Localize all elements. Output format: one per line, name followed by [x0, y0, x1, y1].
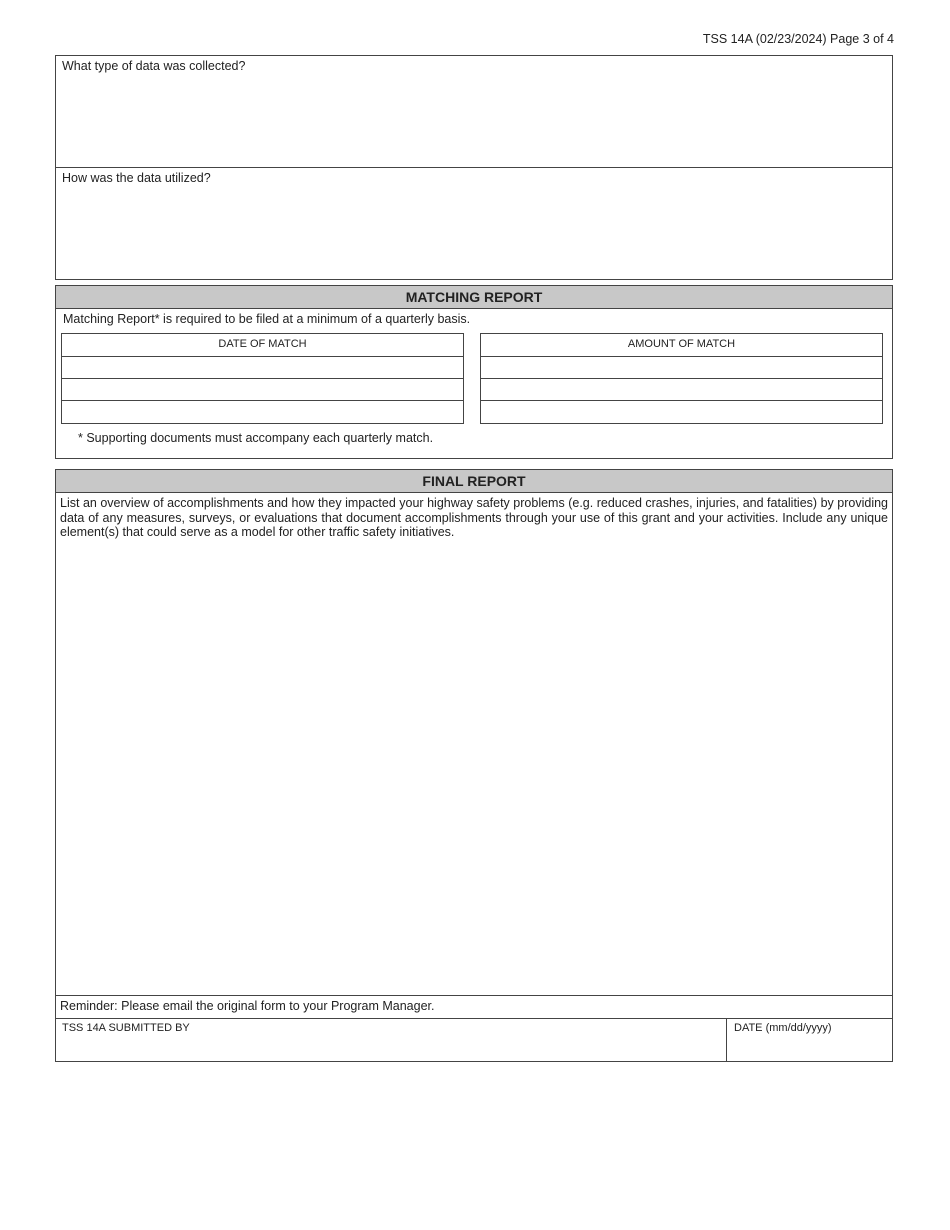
amount-of-match-header: AMOUNT OF MATCH — [481, 334, 882, 357]
signature-row — [56, 1018, 892, 1063]
date-of-match-cell[interactable] — [62, 379, 463, 401]
final-report-title: FINAL REPORT — [56, 470, 892, 493]
matching-report-section — [55, 285, 893, 459]
matching-report-title: MATCHING REPORT — [56, 286, 892, 309]
amount-of-match-table — [480, 333, 883, 424]
final-report-text-area[interactable] — [56, 540, 892, 995]
final-report-section — [55, 469, 893, 1062]
date-of-match-cell[interactable] — [62, 357, 463, 379]
date-field[interactable] — [728, 1019, 892, 1062]
data-collected-label: What type of data was collected? — [62, 59, 246, 73]
date-label: DATE (mm/dd/yyyy) — [734, 1022, 832, 1034]
data-questions-box — [55, 55, 893, 280]
amount-of-match-cell[interactable] — [481, 379, 882, 401]
submitted-by-label: TSS 14A SUBMITTED BY — [62, 1022, 190, 1034]
email-reminder: Reminder: Please email the original form to your Program Manager. — [56, 995, 892, 1018]
date-of-match-header: DATE OF MATCH — [62, 334, 463, 357]
data-utilized-label: How was the data utilized? — [62, 171, 211, 185]
matching-footnote: * Supporting documents must accompany each quarterly match. — [78, 431, 434, 445]
date-of-match-cell[interactable] — [62, 401, 463, 423]
matching-report-note: Matching Report* is required to be filed at a minimum of a quarterly basis. — [63, 312, 471, 326]
submitted-by-field[interactable] — [56, 1019, 727, 1062]
data-utilized-field[interactable] — [56, 167, 892, 278]
form-page-id: TSS 14A (02/23/2024) Page 3 of 4 — [702, 32, 894, 46]
amount-of-match-cell[interactable] — [481, 401, 882, 423]
data-collected-field[interactable] — [56, 56, 892, 167]
final-report-instructions: List an overview of accomplishments and how they impacted your highway safety problems (e.g. reduced crashes, injuries, and fatalities) by providing data of any measures, surveys, or evaluations that document accomplishments through your use of this grant and your activities. Include any unique element(s) that could serve as a model for other traffic safety initiatives. — [60, 496, 888, 539]
amount-of-match-cell[interactable] — [481, 357, 882, 379]
date-of-match-table — [61, 333, 464, 424]
